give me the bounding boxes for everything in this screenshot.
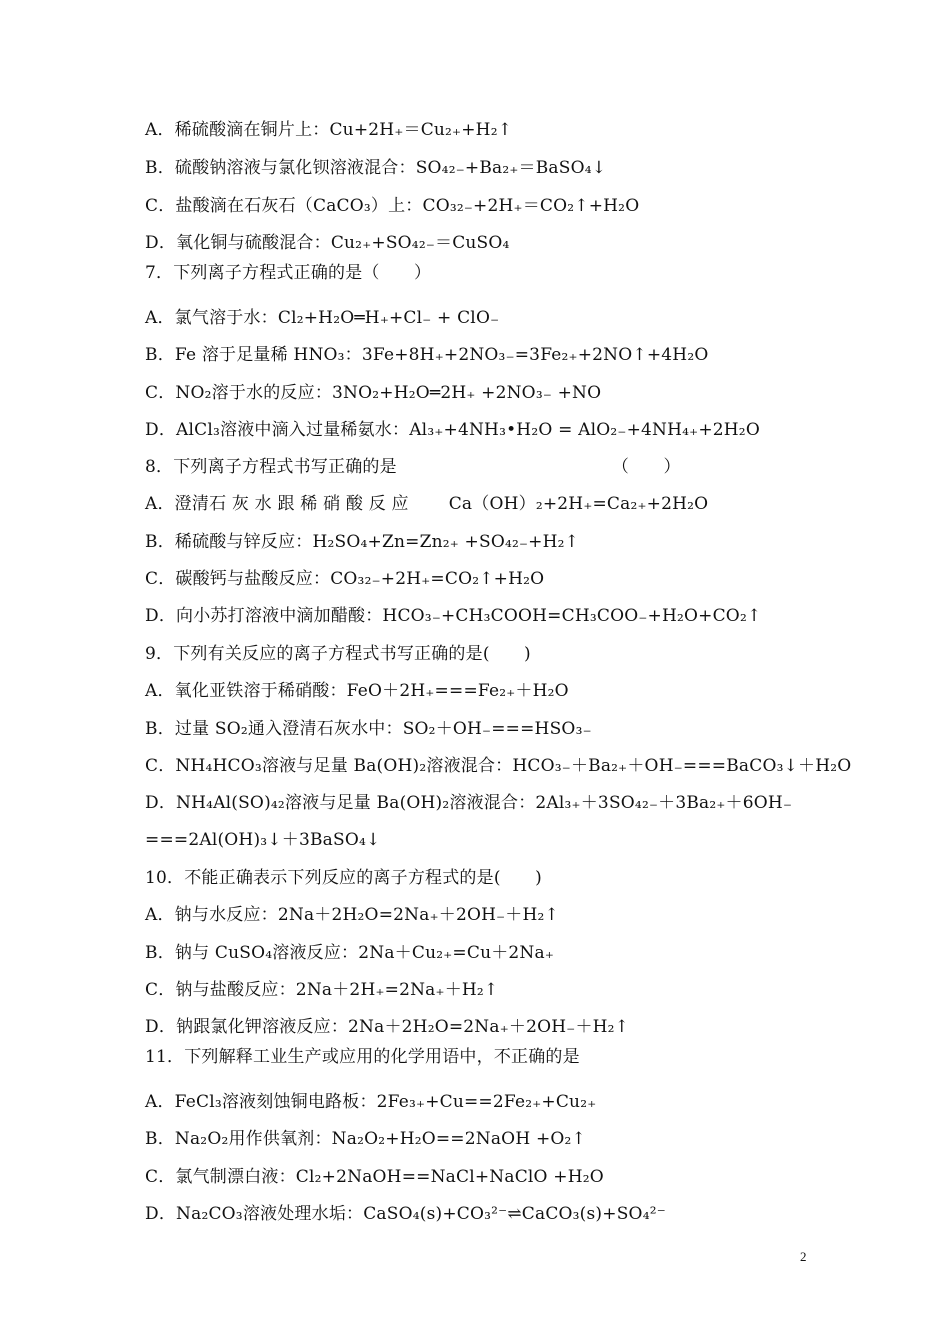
question-11: 11．下列解释工业生产或应用的化学用语中，不正确的是 bbox=[145, 1047, 580, 1067]
option-b-q8: B．稀硫酸与锌反应：H₂SO₄+Zn=Zn₂₊ +SO₄₂₋+H₂↑ bbox=[145, 532, 580, 552]
option-a-q7: A．氯气溶于水：Cl₂+H₂O═H₊+Cl₋ + ClO₋ bbox=[145, 308, 500, 328]
option-a-q10: A．钠与水反应：2Na＋2H₂O=2Na₊＋2OH₋＋H₂↑ bbox=[145, 905, 559, 925]
option-b-q9: B．过量 SO₂通入澄清石灰水中：SO₂＋OH₋===HSO₃₋ bbox=[145, 719, 592, 739]
option-c-q7: C．NO₂溶于水的反应：3NO₂+H₂O═2H₊ +2NO₃₋ +NO bbox=[145, 383, 602, 403]
question-10: 10．不能正确表示下列反应的离子方程式的是( ) bbox=[145, 868, 542, 888]
page-number: 2 bbox=[800, 1249, 807, 1264]
option-d-q6: D．氧化铜与硫酸混合：Cu₂₊+SO₄₂₋＝CuSO₄ bbox=[145, 233, 510, 253]
option-a-q9: A．氧化亚铁溶于稀硝酸：FeO＋2H₊===Fe₂₊＋H₂O bbox=[145, 681, 569, 701]
question-9: 9．下列有关反应的离子方程式书写正确的是( ) bbox=[145, 644, 531, 664]
option-d-q9-continued: ===2Al(OH)₃↓＋3BaSO₄↓ bbox=[145, 830, 381, 850]
option-d-q8: D．向小苏打溶液中滴加醋酸：HCO₃₋+CH₃COOH=CH₃COO₋+H₂O+CO₂↑ bbox=[145, 606, 762, 626]
option-c-q9: C．NH₄HCO₃溶液与足量 Ba(OH)₂溶液混合：HCO₃₋＋Ba₂₊＋OH₋===BaCO₃↓＋H₂O bbox=[145, 756, 852, 776]
option-b-q11: B．Na₂O₂用作供氧剂：Na₂O₂+H₂O==2NaOH +O₂↑ bbox=[145, 1129, 586, 1149]
option-d-q10: D．钠跟氯化钾溶液反应：2Na＋2H₂O=2Na₊＋2OH₋＋H₂↑ bbox=[145, 1017, 630, 1037]
option-b-q6: B．硫酸钠溶液与氯化钡溶液混合：SO₄₂₋+Ba₂₊＝BaSO₄↓ bbox=[145, 158, 607, 178]
option-a-q11: A．FeCl₃溶液刻蚀铜电路板：2Fe₃₊+Cu==2Fe₂₊+Cu₂₊ bbox=[145, 1092, 597, 1112]
option-c-q6: C．盐酸滴在石灰石（CaCO₃）上：CO₃₂₋+2H₊＝CO₂↑+H₂O bbox=[145, 196, 640, 216]
option-b-q7: B．Fe 溶于足量稀 HNO₃：3Fe+8H₊+2NO₃₋=3Fe₂₊+2NO↑+4H₂O bbox=[145, 345, 709, 365]
option-c-q8: C．碳酸钙与盐酸反应：CO₃₂₋+2H₊=CO₂↑+H₂O bbox=[145, 569, 545, 589]
question-8: 8．下列离子方程式书写正确的是 （ ） bbox=[145, 457, 681, 477]
question-7: 7．下列离子方程式正确的是（ ） bbox=[145, 263, 432, 283]
option-a-q6: A．稀硫酸滴在铜片上：Cu+2H₊＝Cu₂₊+H₂↑ bbox=[145, 120, 513, 140]
option-d-q7: D．AlCl₃溶液中滴入过量稀氨水：Al₃₊+4NH₃•H₂O = AlO₂₋+4NH₄₊+2H₂O bbox=[145, 420, 760, 440]
option-a-q8: A．澄清石 灰 水 跟 稀 硝 酸 反 应 Ca（OH）₂+2H₊=Ca₂₊+2H₂O bbox=[145, 494, 709, 514]
option-c-q11: C．氯气制漂白液：Cl₂+2NaOH==NaCl+NaClO +H₂O bbox=[145, 1167, 604, 1187]
option-d-q11: D．Na₂CO₃溶液处理水垢：CaSO₄(s)+CO₃²⁻⇌CaCO₃(s)+SO₄²⁻ bbox=[145, 1204, 666, 1224]
option-b-q10: B．钠与 CuSO₄溶液反应：2Na＋Cu₂₊=Cu＋2Na₊ bbox=[145, 943, 555, 963]
option-d-q9: D．NH₄Al(SO)₄₂溶液与足量 Ba(OH)₂溶液混合：2Al₃₊＋3SO₄₂₋＋3Ba₂₊＋6OH₋ bbox=[145, 793, 793, 813]
option-c-q10: C．钠与盐酸反应：2Na＋2H₊=2Na₊＋H₂↑ bbox=[145, 980, 499, 1000]
